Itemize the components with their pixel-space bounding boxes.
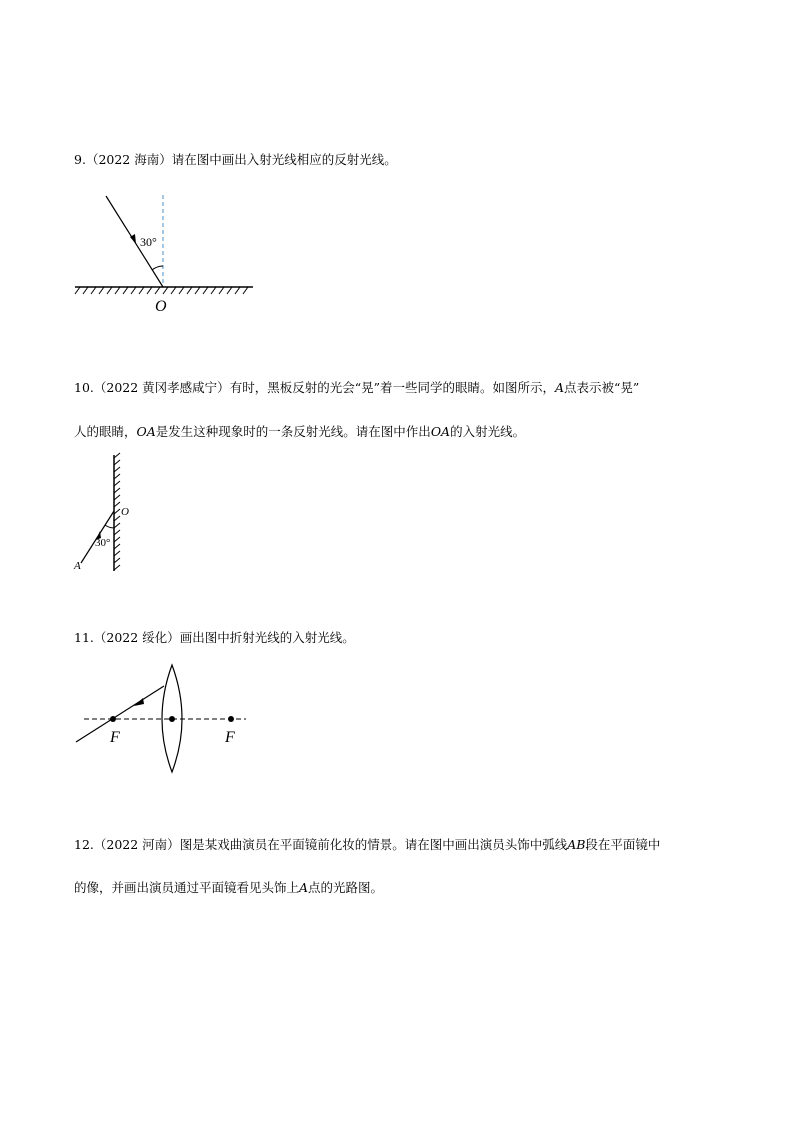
optical-center	[169, 716, 175, 722]
question-text: 点表示被“晃”	[564, 380, 640, 395]
question-source: （2022 海南）	[85, 152, 172, 167]
focus-right-label: F	[225, 729, 235, 746]
question-text: 人的眼睛，	[74, 424, 137, 439]
arc-label: AB	[567, 837, 586, 852]
question-text: 的入射光线。	[450, 424, 526, 439]
point-a-label: A	[74, 560, 81, 572]
ray-arrow	[134, 698, 144, 706]
question-text: 段在平面镜中	[585, 837, 661, 852]
angle-label: 30°	[140, 235, 157, 249]
point-o-label: O	[121, 506, 129, 518]
focus-point-left	[110, 716, 116, 722]
question-text: 点的光路图。	[308, 880, 384, 895]
question-prompt: 画出图中折射光线的入射光线。	[179, 630, 355, 645]
question-number: 12.	[74, 837, 94, 852]
question-prompt: 请在图中画出入射光线相应的反射光线。	[171, 152, 397, 167]
focus-left-label: F	[110, 729, 120, 746]
question-number: 11.	[74, 630, 94, 645]
question-source: （2022 河南）	[93, 837, 180, 852]
focus-point-right	[228, 716, 234, 722]
question-12-line-1	[74, 837, 660, 853]
question-number: 10.	[74, 380, 94, 395]
question-text: 的像，并画出演员通过平面镜看见头饰上	[74, 880, 300, 895]
question-source: （2022 绥化）	[93, 630, 180, 645]
ray-label: OA	[136, 424, 156, 439]
question-text: 图是某戏曲演员在平面镜前化妆的情景。请在图中画出演员头饰中弧线	[179, 837, 568, 852]
angle-label: 30°	[95, 537, 111, 549]
point-label: A	[299, 880, 309, 895]
point-label: A	[554, 380, 565, 395]
point-o-label: O	[155, 298, 167, 315]
question-text: 是发生这种现象时的一条反射光线。请在图中作出	[155, 424, 431, 439]
ray-label: OA	[430, 424, 451, 439]
question-text: 有时，黑板反射的光会“晃”着一些同学的眼睛。如图所示，	[229, 380, 555, 395]
refracted-ray	[76, 686, 164, 742]
question-source: （2022 黄冈孝感咸宁）	[93, 380, 230, 395]
question-12-line-2	[74, 880, 383, 896]
question-number: 9.	[74, 152, 86, 167]
